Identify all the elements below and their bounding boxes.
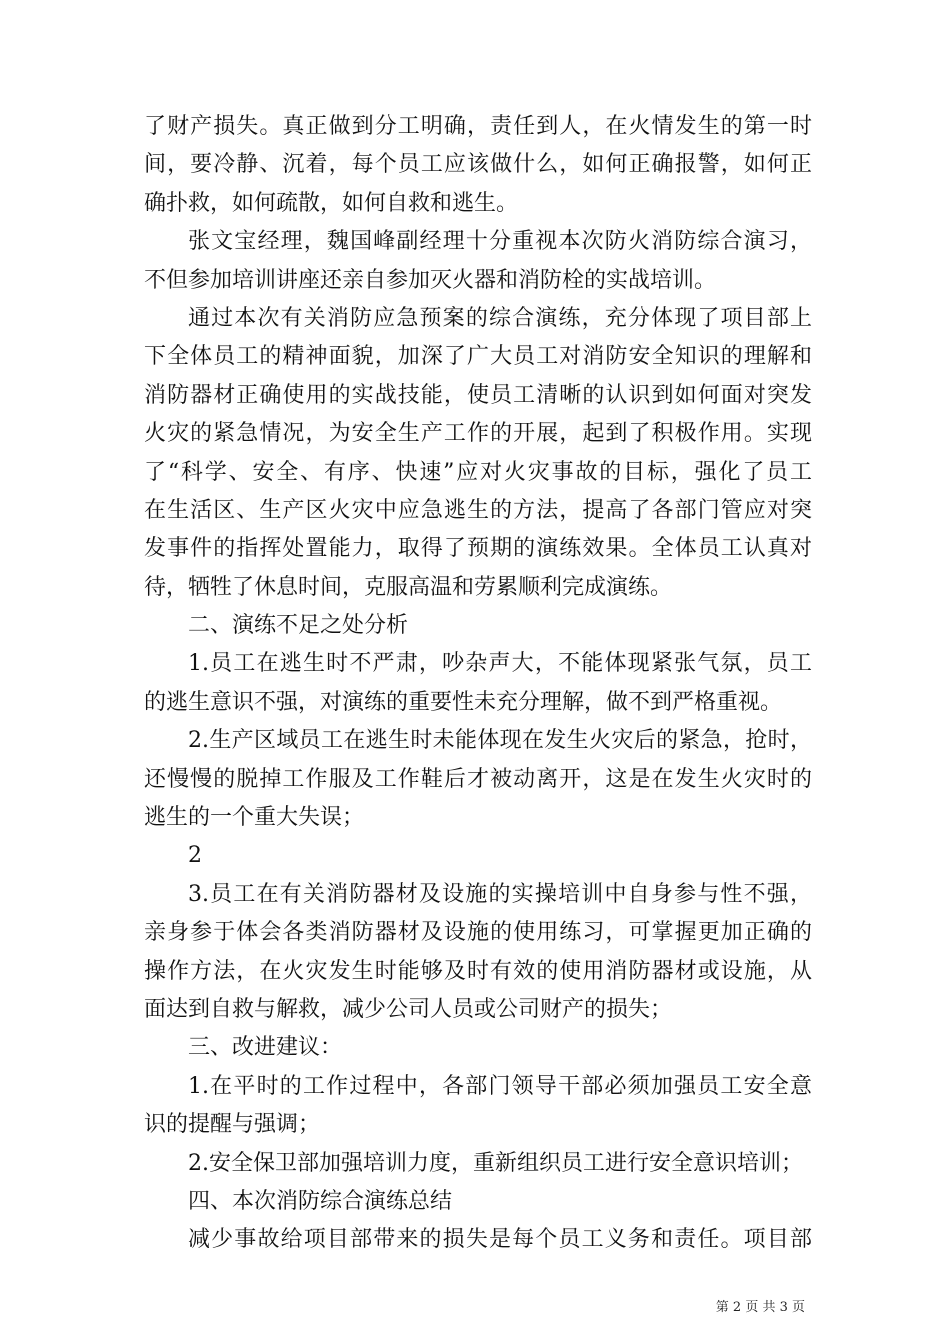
text-line: 了“科学、安全、有序、快速”应对火灾事故的目标，强化了员工 [144,459,812,485]
text-line: 亲身参于体会各类消防器材及设施的使用练习，可掌握更加正确的 [144,920,812,946]
text-line: 二、演练不足之处分析 [188,613,409,639]
text-line: 2.安全保卫部加强培训力度，重新组织员工进行安全意识培训； [188,1150,803,1176]
text-line: 2.生产区域员工在逃生时未能体现在发生火灾后的紧急，抢时， [188,728,812,754]
text-line: 2 [188,843,202,869]
text-line: 发事件的指挥处置能力，取得了预期的演练效果。全体员工认真对 [144,536,812,562]
text-line: 减少事故给项目部带来的损失是每个员工义务和责任。项目部 [188,1227,812,1253]
text-line: 面达到自救与解救，减少公司人员或公司财产的损失； [144,996,673,1022]
text-line: 3.员工在有关消防器材及设施的实操培训中自身参与性不强， [188,881,812,907]
text-line: 待，牺牲了休息时间，克服高温和劳累顺利完成演练。 [144,574,673,600]
text-line: 下全体员工的精神面貌，加深了广大员工对消防安全知识的理解和 [144,344,812,370]
document-body [144,108,812,1260]
page-number-footer: 第 2 页 共 3 页 [715,1300,805,1315]
text-line: 火灾的紧急情况，为安全生产工作的开展，起到了积极作用。实现 [144,421,812,447]
text-line: 的逃生意识不强，对演练的重要性未充分理解，做不到严格重视。 [144,689,783,715]
text-line: 间，要冷静、沉着，每个员工应该做什么，如何正确报警，如何正 [144,152,812,178]
text-line: 1.员工在逃生时不严肃，吵杂声大，不能体现紧张气氛，员工 [188,651,812,677]
text-line: 张文宝经理，魏国峰副经理十分重视本次防火消防综合演习， [188,229,812,255]
text-line: 在生活区、生产区火灾中应急逃生的方法，提高了各部门管应对突 [144,497,812,523]
text-line: 三、改进建议： [188,1035,343,1061]
text-line: 还慢慢的脱掉工作服及工作鞋后才被动离开，这是在发生火灾时的 [144,766,812,792]
text-line: 四、本次消防综合演练总结 [188,1188,453,1214]
text-line: 1.在平时的工作过程中，各部门领导干部必须加强员工安全意 [188,1073,812,1099]
text-line: 了财产损失。真正做到分工明确，责任到人，在火情发生的第一时 [144,114,812,139]
text-line: 识的提醒与强调； [144,1112,321,1138]
text-line: 确扑救，如何疏散，如何自救和逃生。 [144,190,519,216]
text-line: 通过本次有关消防应急预案的综合演练，充分体现了项目部上 [188,305,812,331]
text-line: 消防器材正确使用的实战技能，使员工清晰的认识到如何面对突发 [144,382,812,408]
text-line: 不但参加培训讲座还亲自参加灭火器和消防栓的实战培训。 [144,267,717,293]
text-line: 操作方法，在火灾发生时能够及时有效的使用消防器材或设施，从 [144,958,812,984]
text-line: 逃生的一个重大失误； [144,805,365,831]
